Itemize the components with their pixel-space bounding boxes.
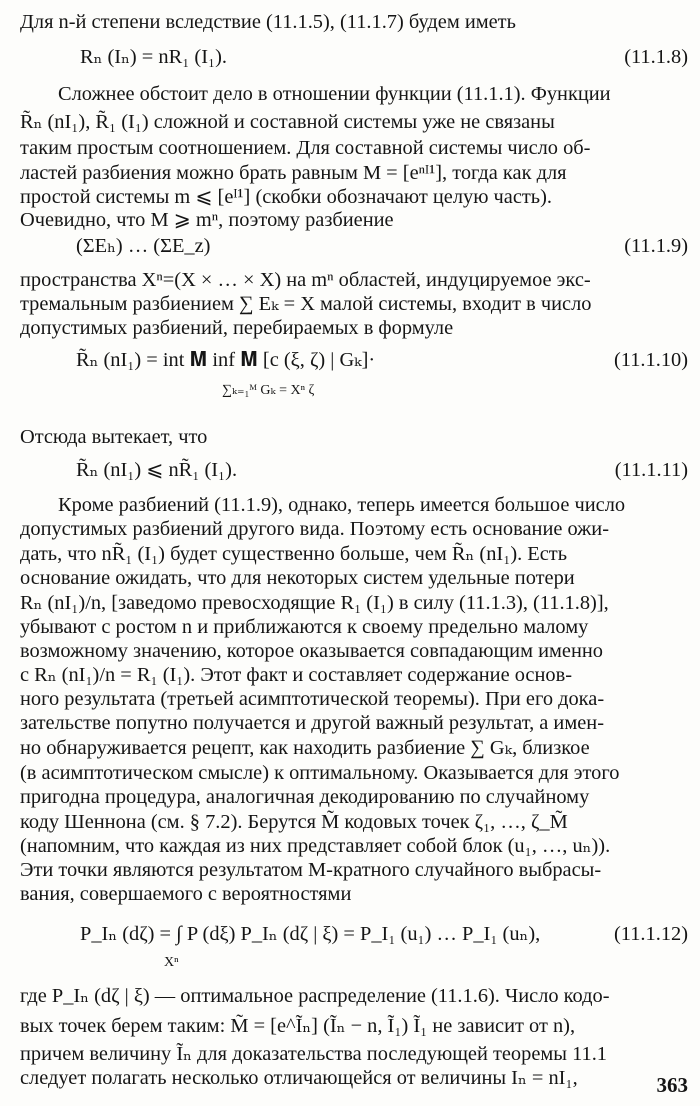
text-line: убывают с ростом n и приближаются к своему предельно малому bbox=[20, 616, 589, 638]
text-line: но обнаруживается рецепт, как находить разбиение ∑ Gₖ, близкое bbox=[20, 737, 590, 759]
equation-subscript: Xⁿ bbox=[164, 955, 179, 970]
text-line: таким простым соотношением. Для составной системы число об- bbox=[20, 137, 591, 159]
text-line: вания, совершаемого с вероятностями bbox=[20, 883, 352, 905]
text-line: (в асимптотическом смысле) к оптимальному. Оказывается для этого bbox=[20, 762, 620, 784]
text-line: зательстве попутно получается и другой важный результат, а имен- bbox=[20, 712, 604, 734]
text-line: (напомним, что каждая из них представляет собой блок (u₁, …, uₙ)). bbox=[20, 835, 611, 857]
text-line: ного результата (третьей асимптотической теоремы). При его дока- bbox=[20, 688, 605, 710]
text-line: допустимых разбиений другого вида. Поэтому есть основание ожи- bbox=[20, 518, 609, 540]
text-line: пригодна процедура, аналогичная декодированию по случайному bbox=[20, 786, 590, 808]
equation-11-1-9: (ΣEₕ) … (ΣE_z) bbox=[76, 235, 211, 257]
text-line: где P_Iₙ (dζ | ξ) — оптимальное распределение (11.1.6). Число кодо- bbox=[20, 985, 610, 1007]
text-line: Кроме разбиений (11.1.9), однако, теперь имеется большое число bbox=[58, 494, 626, 516]
text-line: простой системы m ⩽ [eᴵ¹] (скобки обозначают целую часть). bbox=[20, 186, 552, 208]
text-line: основание ожидать, что для некоторых систем удельные потери bbox=[20, 567, 575, 589]
text-line: Для n-й степени вследствие (11.1.5), (11.1.7) будем иметь bbox=[20, 11, 516, 33]
text-line: Сложнее обстоит дело в отношении функции (11.1.1). Функции bbox=[58, 83, 611, 105]
page-number: 363 bbox=[656, 1073, 688, 1097]
text-line: тремальным разбиением ∑ Eₖ = X малой системы, входит в число bbox=[20, 293, 592, 315]
text-line: Эти точки являются результатом M-кратного случайного выбрасы- bbox=[20, 859, 602, 881]
text-line: вых точек берем таким: M̃ = [e^Ĩₙ] (Ĩₙ − n, Ĩ₁) Ĩ₁ не зависит от n), bbox=[20, 1015, 576, 1037]
text-line: R̃ₙ (nI₁), R̃₁ (I₁) сложной и составной системы уже не связаны bbox=[20, 111, 555, 133]
text-line: с Rₙ (nI₁)/n = R₁ (I₁). Этот факт и составляет содержание основ- bbox=[20, 664, 572, 686]
text-line: возможному значению, которое оказывается совпадающим именно bbox=[20, 640, 603, 662]
text-line: коду Шеннона (см. § 7.2). Берутся M̃ кодовых точек ζ₁, …, ζ_M̃ bbox=[20, 811, 568, 833]
text-line: Rₙ (nI₁)/n, [заведомо превосходящие R₁ (I₁) в силу (11.1.3), (11.1.8)], bbox=[20, 592, 609, 614]
equation-number: (11.1.12) bbox=[614, 923, 688, 945]
equation-11-1-12: P_Iₙ (dζ) = ∫ P (dξ) P_Iₙ (dζ | ξ) = P_I₁ (u₁) … P_I₁ (uₙ), bbox=[80, 923, 541, 945]
text-line: Отсюда вытекает, что bbox=[20, 426, 208, 448]
text-line: дать, что nR̃₁ (I₁) будет существенно больше, чем R̃ₙ (nI₁). Есть bbox=[20, 543, 568, 565]
text-line: причем величину Ĩₙ для доказательства последующей теоремы 11.1 bbox=[20, 1043, 607, 1065]
text-line: допустимых разбиений, перебираемых в формуле bbox=[20, 317, 454, 339]
equation-11-1-8: Rₙ (Iₙ) = nR₁ (I₁). bbox=[80, 46, 227, 68]
text-line: пространства Xⁿ=(X × … × X) на mⁿ областей, индуцируемое экс- bbox=[20, 269, 591, 291]
text-line: ластей разбиения можно брать равным M = [eⁿᴵ¹], тогда как для bbox=[20, 162, 567, 184]
text-line: Очевидно, что M ⩾ mⁿ, поэтому разбиение bbox=[20, 209, 394, 231]
equation-subscript: ∑ₖ₌₁ᴹ Gₖ = Xⁿ ζ bbox=[222, 383, 315, 398]
equation-11-1-10: R̃ₙ (nI₁) = int 𝐌 inf 𝐌 [c (ξ, ζ) | Gₖ]· bbox=[76, 349, 376, 371]
equation-number: (11.1.9) bbox=[624, 235, 688, 257]
equation-number: (11.1.11) bbox=[614, 459, 688, 481]
equation-number: (11.1.10) bbox=[614, 349, 688, 371]
equation-number: (11.1.8) bbox=[624, 46, 688, 68]
equation-11-1-11: R̃ₙ (nI₁) ⩽ nR̃₁ (I₁). bbox=[76, 459, 238, 481]
text-line: следует полагать несколько отличающейся от величины Iₙ = nI₁, bbox=[20, 1067, 578, 1089]
